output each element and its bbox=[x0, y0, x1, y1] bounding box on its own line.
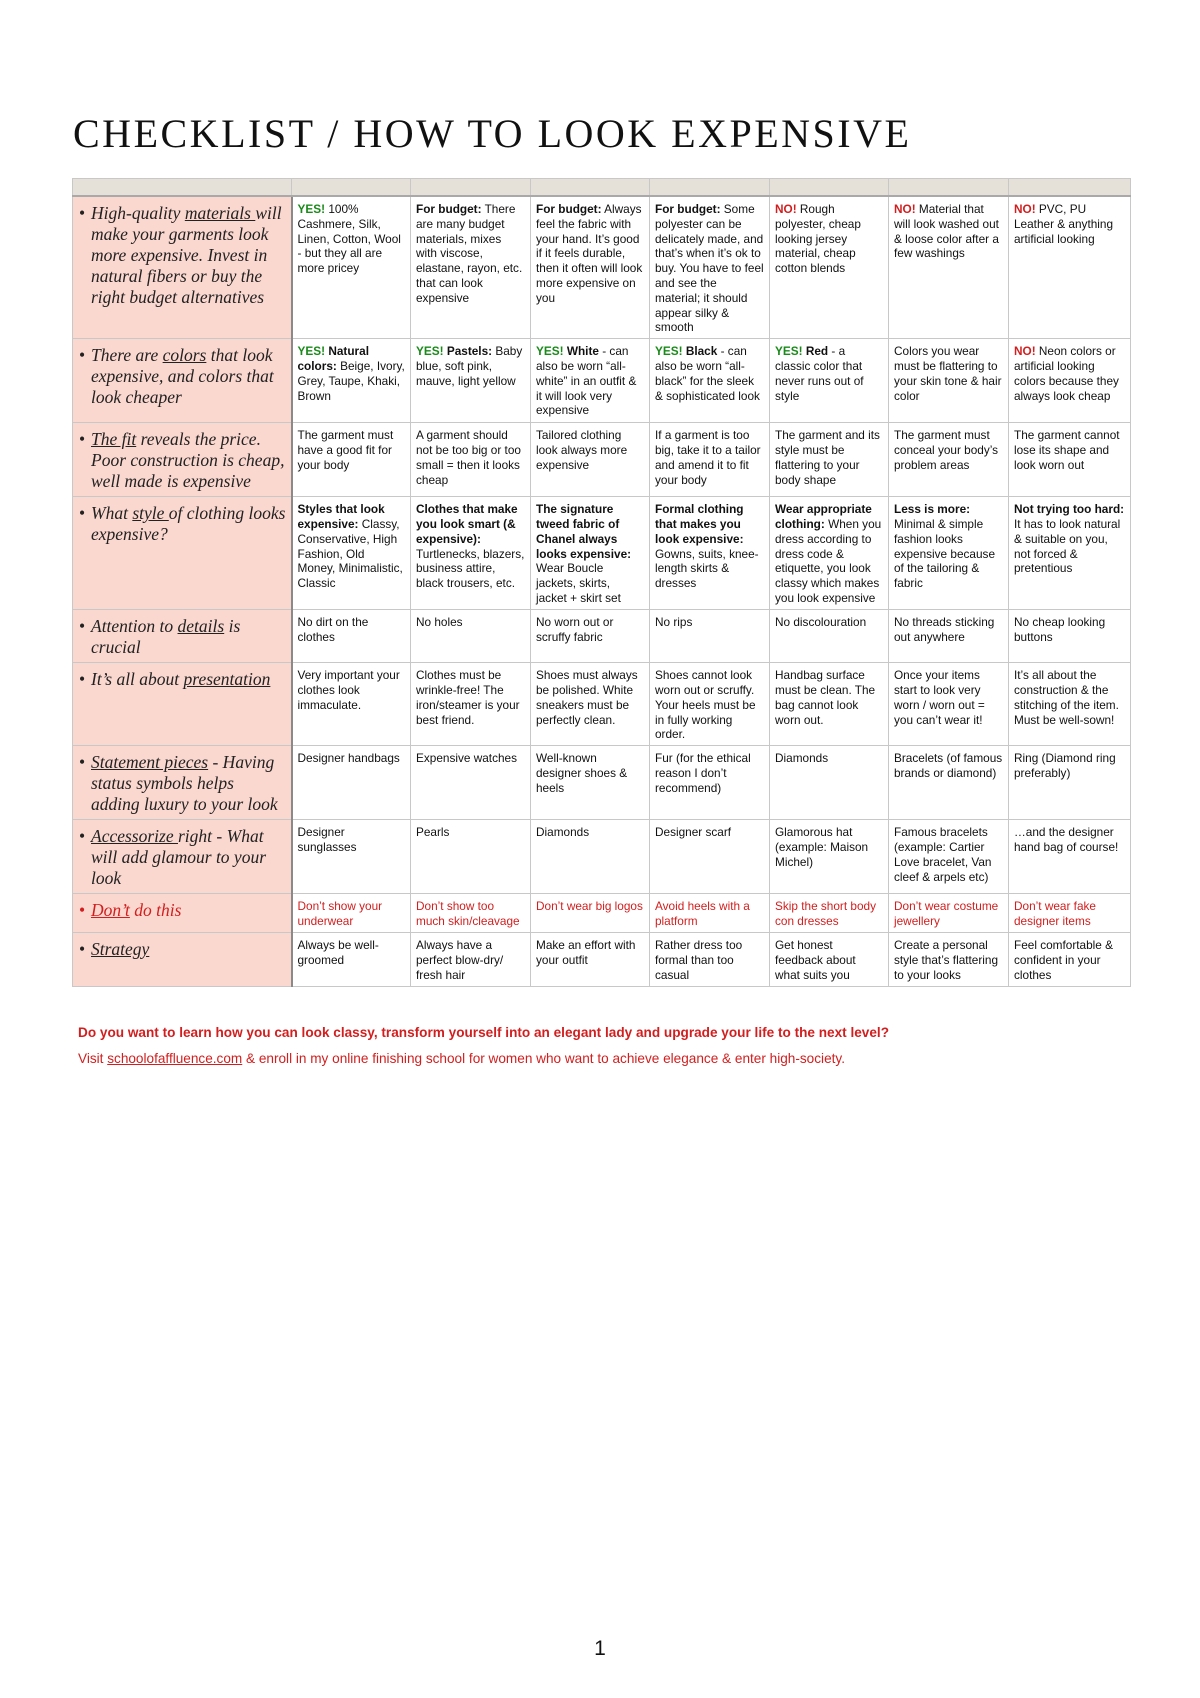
row-heading-statement-pieces: • Statement pieces - Having status symbols helps adding luxury to your look bbox=[73, 746, 292, 820]
header-cell bbox=[650, 179, 770, 197]
table-cell: Not trying too hard: It has to look natural & suitable on you, not forced & pretentious bbox=[1009, 497, 1131, 610]
table-row bbox=[73, 746, 1131, 820]
table-cell: Wear appropriate clothing: When you dress according to dress code & etiquette, you look classy which makes you look expensive bbox=[770, 497, 889, 610]
table-cell: Always have a perfect blow-dry/ fresh hair bbox=[411, 933, 531, 987]
table-cell: Shoes cannot look worn out or scruffy. Your heels must be in fully working order. bbox=[650, 663, 770, 746]
table-cell: Pearls bbox=[411, 820, 531, 894]
table-cell: No worn out or scruffy fabric bbox=[531, 610, 650, 663]
table-cell: Well-known designer shoes & heels bbox=[531, 746, 650, 820]
table-cell: Shoes must always be polished. White sneakers must be perfectly clean. bbox=[531, 663, 650, 746]
table-row bbox=[73, 196, 1131, 339]
table-cell: Skip the short body con dresses bbox=[770, 894, 889, 933]
table-cell: For budget: Always feel the fabric with your hand. It’s good if it feels durable, then it often will look more expensive on you bbox=[531, 196, 650, 339]
table-cell: Always be well-groomed bbox=[292, 933, 411, 987]
table-row bbox=[73, 339, 1131, 423]
table-cell: NO! PVC, PU Leather & anything artificial looking bbox=[1009, 196, 1131, 339]
promo-line bbox=[78, 1051, 1128, 1066]
promo-headline: Do you want to learn how you can look classy, transform yourself into an elegant lady and upgrade your life to the next level? bbox=[78, 1025, 889, 1040]
table-cell: The garment must conceal your body’s problem areas bbox=[889, 423, 1009, 497]
table-cell: Designer scarf bbox=[650, 820, 770, 894]
row-heading-materials: • High-quality materials will make your garments look more expensive. Invest in natural fibers or buy the right budget alternatives bbox=[73, 196, 292, 339]
school-link[interactable]: schoolofaffluence.com bbox=[107, 1051, 243, 1066]
table-cell: Expensive watches bbox=[411, 746, 531, 820]
row-heading-details: • Attention to details is crucial bbox=[73, 610, 292, 663]
table-cell: Ring (Diamond ring preferably) bbox=[1009, 746, 1131, 820]
table-cell: Don’t show too much skin/cleavage bbox=[411, 894, 531, 933]
table-cell: Glamorous hat (example: Maison Michel) bbox=[770, 820, 889, 894]
row-heading-presentation: • It’s all about presentation bbox=[73, 663, 292, 746]
table-row bbox=[73, 497, 1131, 610]
table-cell: Don’t wear fake designer items bbox=[1009, 894, 1131, 933]
table-header-row bbox=[73, 179, 1131, 197]
row-heading-dont: • Don’t do this bbox=[73, 894, 292, 933]
table-cell: Designer sunglasses bbox=[292, 820, 411, 894]
table-cell: Fur (for the ethical reason I don’t recommend) bbox=[650, 746, 770, 820]
checklist-table bbox=[72, 178, 1131, 987]
table-cell: YES! White - can also be worn “all-white” in an outfit & it will look very expensive bbox=[531, 339, 650, 423]
table-cell: Bracelets (of famous brands or diamond) bbox=[889, 746, 1009, 820]
table-cell: The garment and its style must be flattering to your body shape bbox=[770, 423, 889, 497]
header-cell bbox=[411, 179, 531, 197]
table-cell: Don’t show your underwear bbox=[292, 894, 411, 933]
table-cell: A garment should not be too big or too small = then it looks cheap bbox=[411, 423, 531, 497]
table-cell: Handbag surface must be clean. The bag cannot look worn out. bbox=[770, 663, 889, 746]
table-cell: …and the designer hand bag of course! bbox=[1009, 820, 1131, 894]
header-cell bbox=[1009, 179, 1131, 197]
table-cell: YES! Black - can also be worn “all-black” for the sleek & sophisticated look bbox=[650, 339, 770, 423]
table-cell: If a garment is too big, take it to a tailor and amend it to fit your body bbox=[650, 423, 770, 497]
row-heading-colors: • There are colors that look expensive, and colors that look cheaper bbox=[73, 339, 292, 423]
table-cell: The garment cannot lose its shape and look worn out bbox=[1009, 423, 1131, 497]
table-cell: Create a personal style that’s flattering to your looks bbox=[889, 933, 1009, 987]
table-cell: No threads sticking out anywhere bbox=[889, 610, 1009, 663]
table-cell: For budget: Some polyester can be delicately made, and that’s when it’s ok to buy. You have to feel and see the material; it should appear silky & smooth bbox=[650, 196, 770, 339]
row-heading-fit: • The fit reveals the price. Poor construction is cheap, well made is expensive bbox=[73, 423, 292, 497]
table-cell: NO! Neon colors or artificial looking colors because they always look cheap bbox=[1009, 339, 1131, 423]
table-cell: No holes bbox=[411, 610, 531, 663]
table-cell: Make an effort with your outfit bbox=[531, 933, 650, 987]
table-row bbox=[73, 933, 1131, 987]
table-cell: NO! Rough polyester, cheap looking jersey material, cheap cotton blends bbox=[770, 196, 889, 339]
header-cell bbox=[531, 179, 650, 197]
table-cell: Don’t wear big logos bbox=[531, 894, 650, 933]
table-row bbox=[73, 663, 1131, 746]
table-cell: The garment must have a good fit for your body bbox=[292, 423, 411, 497]
table-row bbox=[73, 423, 1131, 497]
table-cell: Once your items start to look very worn / worn out = you can’t wear it! bbox=[889, 663, 1009, 746]
table-cell: YES! Red - a classic color that never runs out of style bbox=[770, 339, 889, 423]
promo-line-prefix: Visit bbox=[78, 1051, 108, 1066]
table-cell: Diamonds bbox=[770, 746, 889, 820]
table-cell: No discolouration bbox=[770, 610, 889, 663]
table-cell: YES! 100% Cashmere, Silk, Linen, Cotton, Wool - but they all are more pricey bbox=[292, 196, 411, 339]
page-title: CHECKLIST / HOW TO LOOK EXPENSIVE bbox=[73, 111, 912, 156]
table-cell: No cheap looking buttons bbox=[1009, 610, 1131, 663]
table-cell: Rather dress too formal than too casual bbox=[650, 933, 770, 987]
table-cell: The signature tweed fabric of Chanel always looks expensive: Wear Boucle jackets, skirts, jacket + skirt set bbox=[531, 497, 650, 610]
table-cell: Famous bracelets (example: Cartier Love bracelet, Van cleef & arpels etc) bbox=[889, 820, 1009, 894]
table-cell: NO! Material that will look washed out & loose color after a few washings bbox=[889, 196, 1009, 339]
table-cell: No dirt on the clothes bbox=[292, 610, 411, 663]
table-cell: No rips bbox=[650, 610, 770, 663]
table-cell: It’s all about the construction & the stitching of the item. Must be well-sown! bbox=[1009, 663, 1131, 746]
table-row bbox=[73, 610, 1131, 663]
header-cell bbox=[770, 179, 889, 197]
table-cell: Styles that look expensive: Classy, Conservative, High Fashion, Old Money, Minimalistic, Classic bbox=[292, 497, 411, 610]
table-cell: Very important your clothes look immaculate. bbox=[292, 663, 411, 746]
table-cell: YES! Pastels: Baby blue, soft pink, mauve, light yellow bbox=[411, 339, 531, 423]
table-cell: Diamonds bbox=[531, 820, 650, 894]
table-cell: For budget: There are many budget materials, mixes with viscose, elastane, rayon, etc. that can look expensive bbox=[411, 196, 531, 339]
table-cell: Don’t wear costume jewellery bbox=[889, 894, 1009, 933]
table-cell: Clothes must be wrinkle-free! The iron/steamer is your best friend. bbox=[411, 663, 531, 746]
table-row bbox=[73, 894, 1131, 933]
header-cell bbox=[889, 179, 1009, 197]
table-cell: Feel comfortable & confident in your clothes bbox=[1009, 933, 1131, 987]
table-cell: Formal clothing that makes you look expensive: Gowns, suits, knee-length skirts & dresses bbox=[650, 497, 770, 610]
table-cell: Designer handbags bbox=[292, 746, 411, 820]
table-cell: Avoid heels with a platform bbox=[650, 894, 770, 933]
table-cell: Colors you wear must be flattering to your skin tone & hair color bbox=[889, 339, 1009, 423]
table-cell: Clothes that make you look smart (& expensive): Turtlenecks, blazers, business attire, black trousers, etc. bbox=[411, 497, 531, 610]
table-row bbox=[73, 820, 1131, 894]
promo-line-suffix: & enroll in my online finishing school for women who want to achieve elegance & enter high-society. bbox=[242, 1051, 845, 1066]
row-heading-accessorize: • Accessorize right - What will add glamour to your look bbox=[73, 820, 292, 894]
row-heading-style: • What style of clothing looks expensive? bbox=[73, 497, 292, 610]
header-cell bbox=[73, 179, 292, 197]
table-cell: Get honest feedback about what suits you bbox=[770, 933, 889, 987]
header-cell bbox=[292, 179, 411, 197]
row-heading-strategy: • Strategy bbox=[73, 933, 292, 987]
table-cell: Tailored clothing look always more expensive bbox=[531, 423, 650, 497]
page-number: 1 bbox=[594, 1637, 606, 1660]
table-cell: YES! Natural colors: Beige, Ivory, Grey, Taupe, Khaki, Brown bbox=[292, 339, 411, 423]
table-cell: Less is more: Minimal & simple fashion looks expensive because of the tailoring & fabric bbox=[889, 497, 1009, 610]
